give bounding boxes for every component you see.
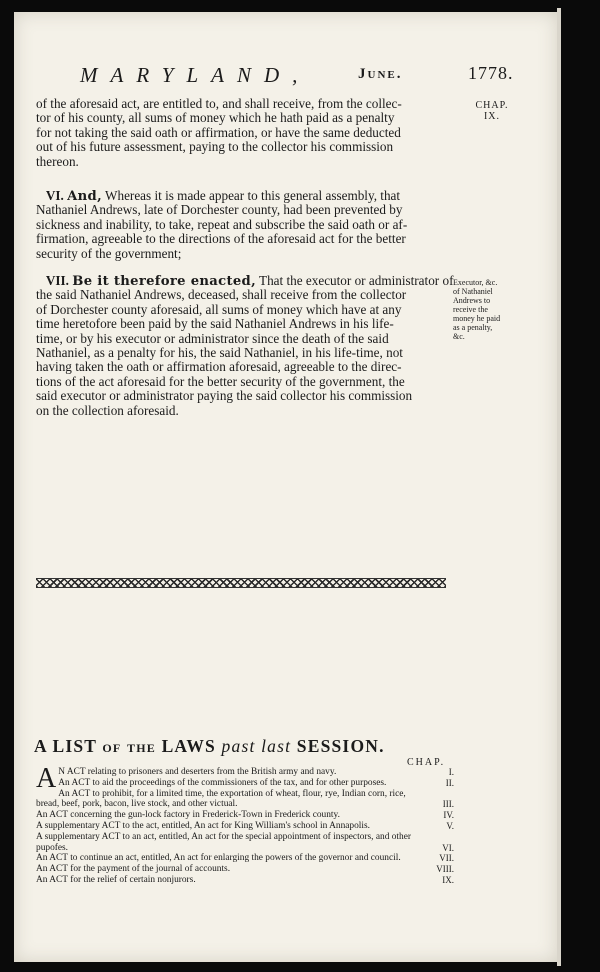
document-page	[14, 12, 557, 962]
text-line: having taken the oath or affirmation aforesaid, agreeable to the direc-	[36, 360, 402, 375]
margin-chapter-label	[462, 100, 522, 122]
section-number: VI.	[45, 189, 64, 203]
text-line: on the collection aforesaid.	[36, 403, 179, 418]
margin-note-line: &c.	[453, 332, 465, 341]
text-line: out of his future assessment, paying to the collector his commission	[36, 140, 394, 155]
margin-chap-word: CHAP.	[475, 100, 509, 111]
section-lead: And,	[67, 189, 102, 204]
law-chapter: VI.	[442, 842, 454, 853]
margin-chap-number: IX.	[483, 111, 501, 122]
running-head-title: MARYLAND,	[80, 63, 311, 87]
margin-note-line: Andrews to	[453, 296, 491, 305]
law-title: An ACT for the relief of certain nonjurors.	[36, 874, 196, 885]
text-line: for not taking the said oath or affirmation, or have the same deducted	[36, 125, 401, 140]
section-number: VII.	[45, 274, 69, 288]
text-line: of the aforesaid act, are entitled to, and shall receive, from the collec-	[36, 97, 402, 111]
text-line: sickness and inability, to take, repeat and subscribe the said oath or af-	[36, 217, 408, 232]
text-line	[36, 274, 461, 288]
list-item	[36, 875, 456, 886]
drop-cap: A	[36, 763, 57, 794]
list-item	[36, 832, 456, 854]
text-line: tions of the act aforesaid for the better security of the government, the	[36, 374, 405, 389]
section-lead: Be it therefore enacted,	[72, 274, 256, 289]
text-line: time, or by his executor or administrator since the death of the said	[36, 331, 389, 346]
law-title: A supplementary ACT to the act, entitled, An act for King William's school in Annapolis.	[36, 820, 370, 831]
running-head-month: June.	[358, 66, 403, 82]
list-item	[36, 810, 456, 821]
text-line: time heretofore been paid by the said Nathaniel Andrews in his life-	[36, 317, 394, 332]
list-title-part: A LIST of the	[34, 736, 156, 756]
law-title: An ACT to prohibit, for a limited time, the exportation of wheat, flour, rye, Indian corn, rice, bread, beef, pork, bacon, live stock, and other victual.	[36, 788, 406, 810]
text-line: of Dorchester county aforesaid, all sums of money which have at any	[36, 302, 402, 317]
law-chapter: VIII.	[436, 864, 454, 875]
list-chap-heading: CHAP.	[407, 757, 446, 768]
margin-note-line: Executor, &c.	[453, 278, 498, 287]
law-chapter: II.	[445, 777, 454, 788]
law-title: An ACT to continue an act, entitled, An act for enlarging the powers of the governor and council.	[36, 853, 401, 864]
text-line: tor of his county, all sums of money which he hath paid as a penalty	[36, 111, 395, 126]
margin-note-line: as a penalty,	[453, 323, 493, 332]
list-title-laws: LAWS	[161, 736, 216, 756]
text-line: the said Nathaniel Andrews, deceased, shall receive from the collector	[36, 288, 407, 303]
list-item	[36, 864, 456, 875]
law-title: N ACT relating to prisoners and deserters from the British army and navy.	[58, 767, 337, 777]
section-vii	[36, 274, 461, 418]
text-line: said executor or administrator paying the said collector his commission	[36, 389, 413, 404]
section-first-line: That the executor or administrator of	[255, 274, 454, 288]
margin-note-line: of Nathaniel	[453, 287, 493, 296]
running-head-year: 1778.	[468, 63, 514, 83]
list-title-part: past last	[221, 736, 292, 756]
law-title: An ACT for the payment of the journal of accounts.	[36, 864, 231, 875]
law-title: An ACT concerning the gun-lock factory in Frederick-Town in Frederick county.	[36, 810, 340, 821]
law-chapter: I.	[448, 767, 454, 777]
margin-note	[453, 278, 525, 341]
list-item	[36, 778, 456, 789]
text-line: firmation, agreeable to the directions of the aforesaid act for the better	[36, 232, 406, 247]
section-vi	[36, 189, 461, 261]
law-chapter: IX.	[442, 874, 454, 885]
law-title: An ACT to aid the proceedings of the commissioners of the tax, and for other purposes.	[58, 777, 387, 788]
list-item	[36, 789, 456, 811]
paragraph-continuation	[36, 97, 461, 169]
list-title-session: SESSION.	[296, 736, 385, 756]
text-line: thereon.	[36, 154, 79, 169]
law-chapter: VII.	[439, 853, 454, 864]
law-chapter: III.	[442, 799, 454, 810]
text-line	[36, 189, 461, 203]
text-line: Nathaniel Andrews, late of Dorchester county, had been prevented by	[36, 203, 403, 218]
law-chapter: V.	[446, 820, 454, 831]
margin-note-line: receive the	[453, 305, 488, 314]
law-title: A supplementary ACT to an act, entitled, An act for the special appointment of inspectors, and other pupofes.	[36, 831, 411, 853]
list-item	[36, 821, 456, 832]
running-head	[80, 63, 540, 91]
laws-list	[36, 763, 456, 886]
text-line: Nathaniel, as a penalty for his, the said Nathaniel, in his life-time, not	[36, 345, 403, 360]
list-title	[34, 736, 454, 757]
ornamental-rule	[36, 578, 446, 588]
text-line: security of the government;	[36, 246, 182, 261]
page-edge	[557, 8, 561, 966]
margin-note-line: money he paid	[453, 314, 501, 323]
section-first-line: Whereas it is made appear to this general assembly, that	[101, 189, 401, 203]
list-item	[36, 853, 456, 864]
law-chapter: IV.	[443, 810, 454, 821]
